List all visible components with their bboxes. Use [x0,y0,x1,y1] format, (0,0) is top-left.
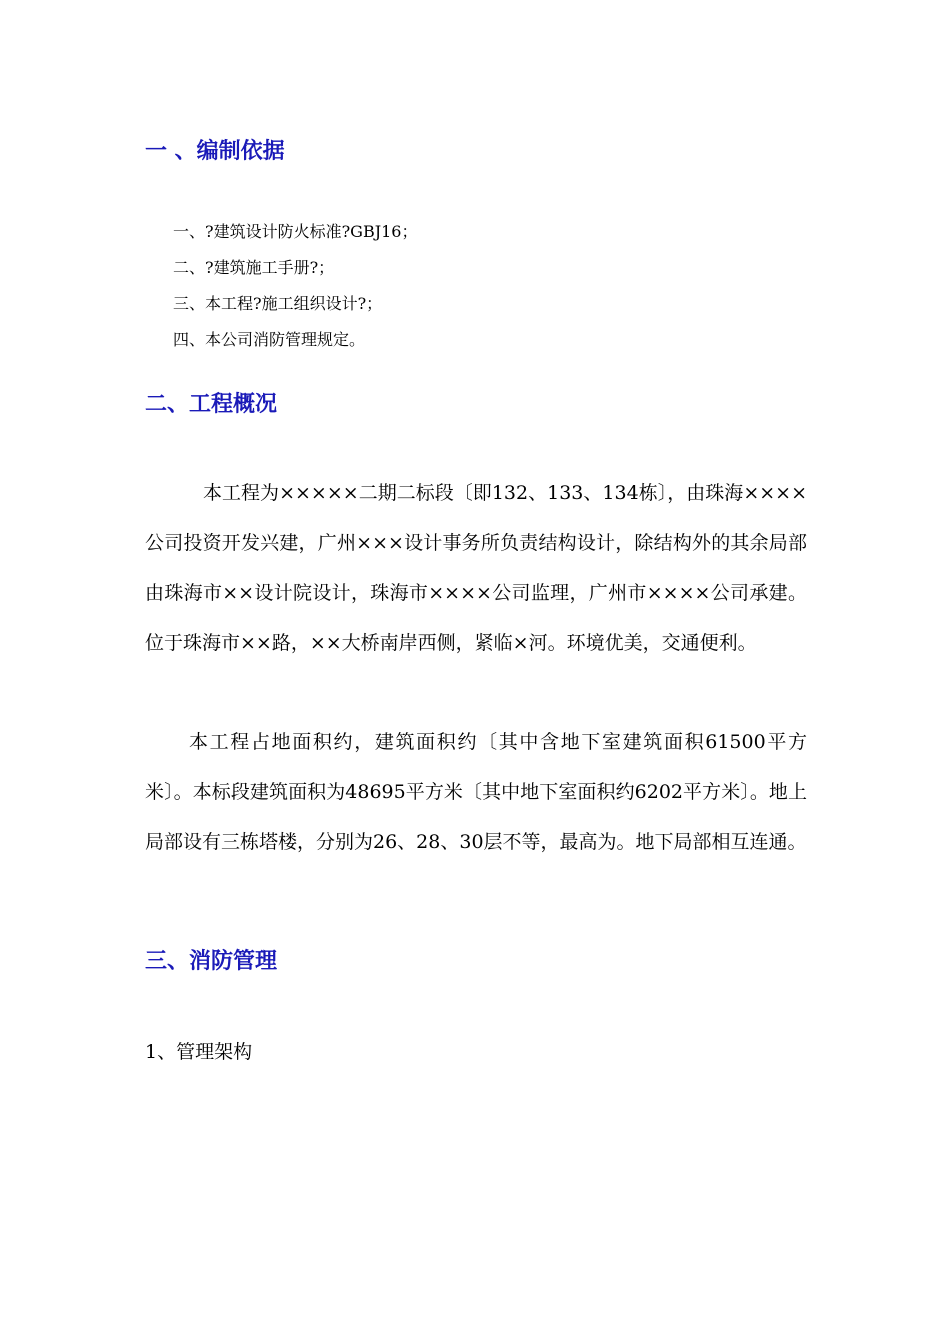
section-heading-basis: 一 、编制依据 [145,139,285,164]
overview-paragraph-1: 本工程为×××××二期二标段〔即132、133、134栋〕，由珠海××××公司投资开发兴建，广州×××设计事务所负责结构设计，除结构外的其余局部由珠海市××设计院设计，珠海市××××公司监理，广州市××××公司承建。位于珠海市××路，××大桥南岸西侧，紧临×河。环境优美，交通便利。 [145,482,807,654]
list-item: 二、?建筑施工手册?； [173,258,335,277]
list-item: 三、本工程?施工组织设计?； [173,294,383,313]
subsection-heading-structure: 1、管理架构 [145,1041,253,1063]
section-heading-fire: 三、消防管理 [145,949,278,974]
overview-paragraph-2: 本工程占地面积约，建筑面积约〔其中含地下室建筑面积61500平方米〕。本标段建筑面积为48695平方米〔其中地下室面积约6202平方米〕。地上局部设有三栋塔楼，分别为26、28、30层不等，最高为。地下局部相互连通。 [145,731,807,853]
section-heading-overview: 二、工程概况 [145,392,278,417]
list-item: 四、本公司消防管理规定。 [173,330,366,349]
basis-list [173,214,417,358]
list-item: 一、?建筑设计防火标准?GBJ16； [173,222,418,241]
